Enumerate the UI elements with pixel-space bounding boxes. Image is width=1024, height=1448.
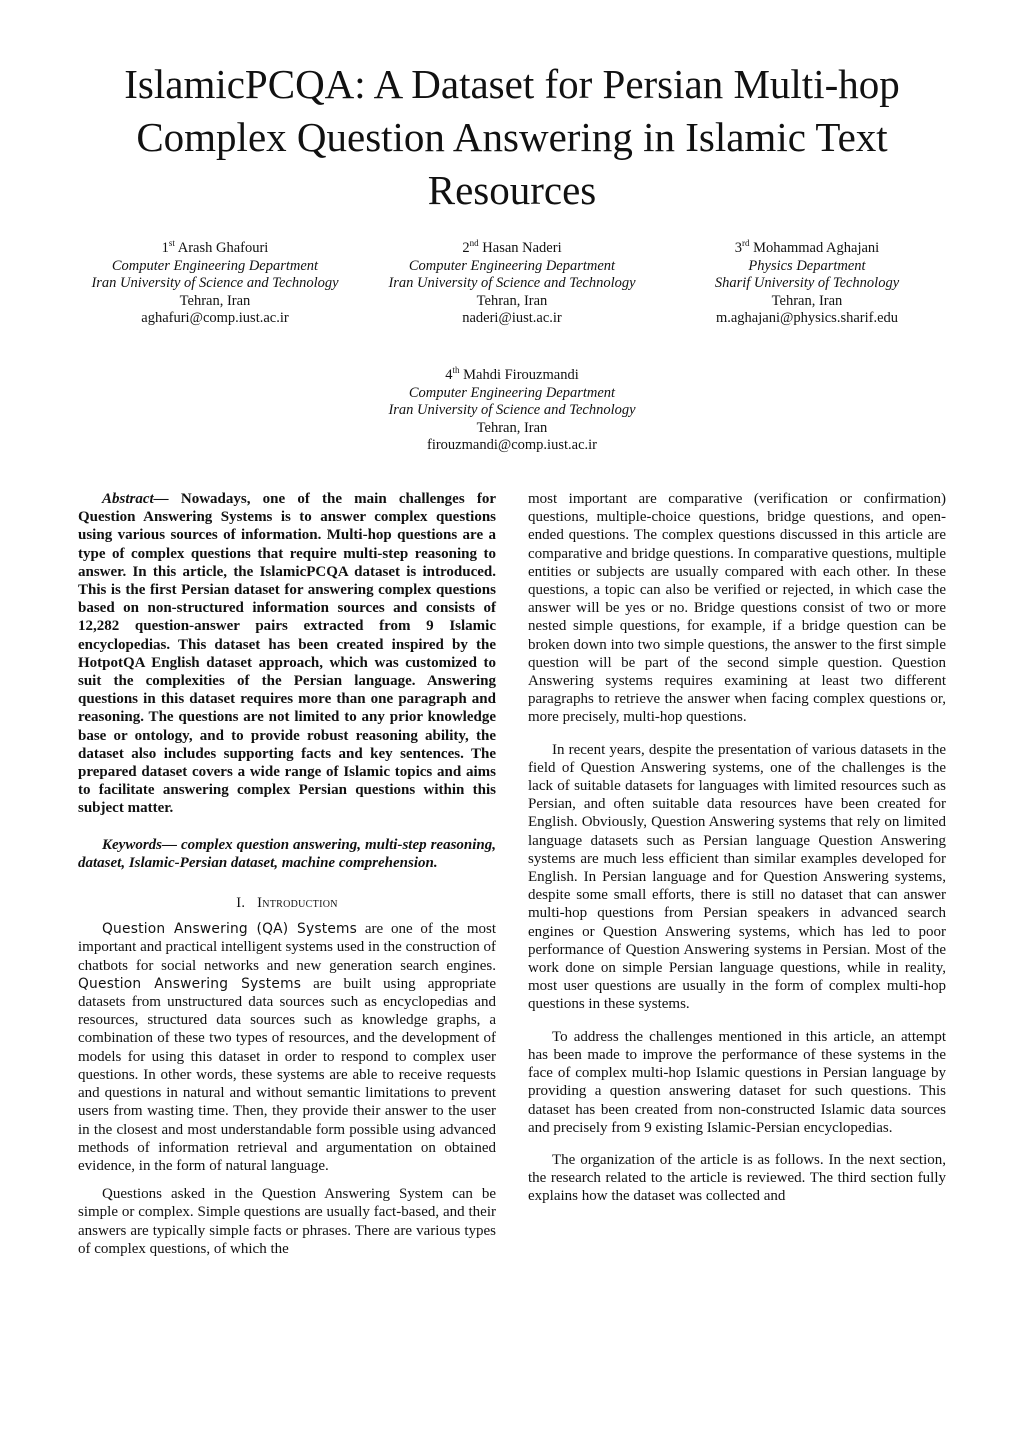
author-name: Mahdi Firouzmandi <box>463 367 579 383</box>
author-department: Physics Department <box>748 257 866 274</box>
author-name: Mohammad Aghajani <box>753 240 880 256</box>
section-number: I. <box>236 895 246 912</box>
keywords-text: complex question answering, multi-step reasoning, dataset, Islamic-Persian dataset, machine comprehension. <box>78 836 497 871</box>
author-ordinal-suffix: th <box>452 365 460 376</box>
author-department: Computer Engineering Department <box>408 257 616 274</box>
author-location: Tehran, Iran <box>476 419 548 436</box>
abstract-text: Nowadays, one of the main challenges for Question Answering Systems is to answer complex questions using various sources of information. Multi-hop questions are a type of complex questions that require multi-step reasoning to answer. In this article, the IslamicPCQA dataset is introduced. This is the first Persian dataset for answering complex questions based on non-structured information sources and consists of 12,282 question-answer pairs extracted from 9 Islamic encyclopedias. This dataset has been created inspired by the HotpotQA English dataset approach, which was customized to suit the complexities of the Persian language. Answering questions in this dataset requires more than one paragraph and reasoning. The questions are not limited to any prior knowledge base or ontology, and to provide robust reasoning ability, the dataset also includes supporting facts and key sentences. The prepared dataset covers a wide range of Islamic topics and aims to facilitate answering complex Persian questions within this subject matter. <box>78 491 497 817</box>
intro-paragraph-2-cont: most important are comparative (verification or confirmation) questions, multiple-choice questions, bridge questions, and open-ended questions. The complex questions discussed in this article are comparative and bridge questions. In comparative questions, multiple entities or subjects are usually compared with each other. In these questions, a topic can also be verified or rejected, in which case the answer will be yes or no. Bridge questions consist of two or more nested simple questions, for example, if a bridge question can be broken down into two simple questions, the answer to the first simple question will be part of the second simple question. Question Answering systems requires examining at least two different paragraphs to retrieve the answer when facing complex questions or, more precisely, multi-hop questions. <box>528 491 946 726</box>
author-location: Tehran, Iran <box>179 292 251 309</box>
author-email: aghafuri@comp.iust.ac.ir <box>141 310 289 326</box>
author-block-3 <box>652 240 962 328</box>
author-name: Arash Ghafouri <box>177 240 269 256</box>
author-block-4 <box>357 367 667 455</box>
author-location: Tehran, Iran <box>476 292 548 309</box>
intro-paragraph-3: In recent years, despite the presentation of various datasets in the field of Question Answering systems, one of the challenges is the lack of suitable datasets for languages with limited resources such as Persian, and often suitable data resources have been created for English. Obviously, Question Answering systems that rely on limited language datasets such as Persian language Question Answering systems are much less efficient than similar examples developed for English. In Persian language and for Question Answering systems, despite some small efforts, there is still no dataset that can answer multi-hop questions from Persian speakers in advanced search engines or Question Answering systems, which has led to poor performance of Question Answering systems in Persian. Most of the work done on simple Persian language questions, while in reality, most user questions are usually in the form of complex multi-hop questions in these systems. <box>528 741 946 1013</box>
author-email: naderi@iust.ac.ir <box>462 310 562 326</box>
author-ordinal-suffix: nd <box>469 238 479 249</box>
left-column <box>78 490 496 1268</box>
author-name: Hasan Naderi <box>482 240 562 256</box>
author-ordinal: 4 <box>445 367 453 383</box>
section-heading <box>78 894 496 912</box>
intro-p1-lead: Question Answering (QA) Systems <box>102 921 358 938</box>
author-institution: Iran University of Science and Technology <box>388 275 636 291</box>
intro-p1-mid: Question Answering Systems <box>78 975 302 992</box>
author-block-2 <box>357 240 667 328</box>
intro-p1-part-b: are built using appropriate datasets from unstructured data sources such as encyclopedias and resources, structured data sources such as knowledge graphs, a combination of these two types of resources, and the development of models for using this dataset in order to respond to complex user questions. In other words, these systems are able to receive requests and questions in natural and without semantic limitations to prevent users from wasting time. Then, they provide their answer to the user in the closest and most understandable form possible using advanced methods of information retrieval and argumentation on obtained evidence, in the form of natural language. <box>78 975 496 1174</box>
author-ordinal-suffix: st <box>168 238 175 249</box>
author-location: Tehran, Iran <box>771 292 843 309</box>
author-institution: Sharif University of Technology <box>714 275 900 291</box>
author-block-1 <box>60 240 370 328</box>
paper-title: IslamicPCQA: A Dataset for Persian Multi-hop Complex Question Answering in Islamic Text Resources <box>124 61 900 213</box>
author-department: Computer Engineering Department <box>408 384 616 401</box>
intro-paragraph-5: The organization of the article is as follows. In the next section, the research related to the article is reviewed. The third section fully explains how the dataset was collected and <box>528 1151 946 1205</box>
right-column <box>528 490 946 1216</box>
author-institution: Iran University of Science and Technology <box>91 275 339 291</box>
author-ordinal: 2 <box>462 240 470 256</box>
keywords <box>78 836 496 872</box>
intro-paragraph-1 <box>78 920 496 1175</box>
author-ordinal: 1 <box>161 240 169 256</box>
author-institution: Iran University of Science and Technology <box>388 402 636 418</box>
abstract <box>78 490 496 818</box>
author-email: m.aghajani@physics.sharif.edu <box>715 310 899 326</box>
author-email: firouzmandi@comp.iust.ac.ir <box>427 437 597 453</box>
abstract-label: Abstract— <box>102 491 169 507</box>
author-ordinal: 3 <box>734 240 743 256</box>
intro-paragraph-2-start: Questions asked in the Question Answering System can be simple or complex. Simple questions are usually fact-based, and their answers are typically simple facts or phrases. There are various types of complex questions, of which the <box>78 1186 496 1257</box>
keywords-label: Keywords— <box>102 836 177 853</box>
intro-p1-part-a: are one of the most important and practical intelligent systems used in the construction of chatbots for social networks and new generation search engines. <box>78 921 496 974</box>
section-title: Introduction <box>257 895 338 912</box>
author-department: Computer Engineering Department <box>111 257 319 274</box>
author-ordinal-suffix: rd <box>742 238 750 249</box>
intro-paragraph-4: To address the challenges mentioned in this article, an attempt has been made to improve the performance of these systems in the face of complex multi-hop Islamic questions in Persian language by providing a question answering dataset for such questions. This dataset has been created from non-constructed Islamic data sources and precisely from 9 existing Islamic-Persian encyclopedias. <box>528 1028 946 1136</box>
